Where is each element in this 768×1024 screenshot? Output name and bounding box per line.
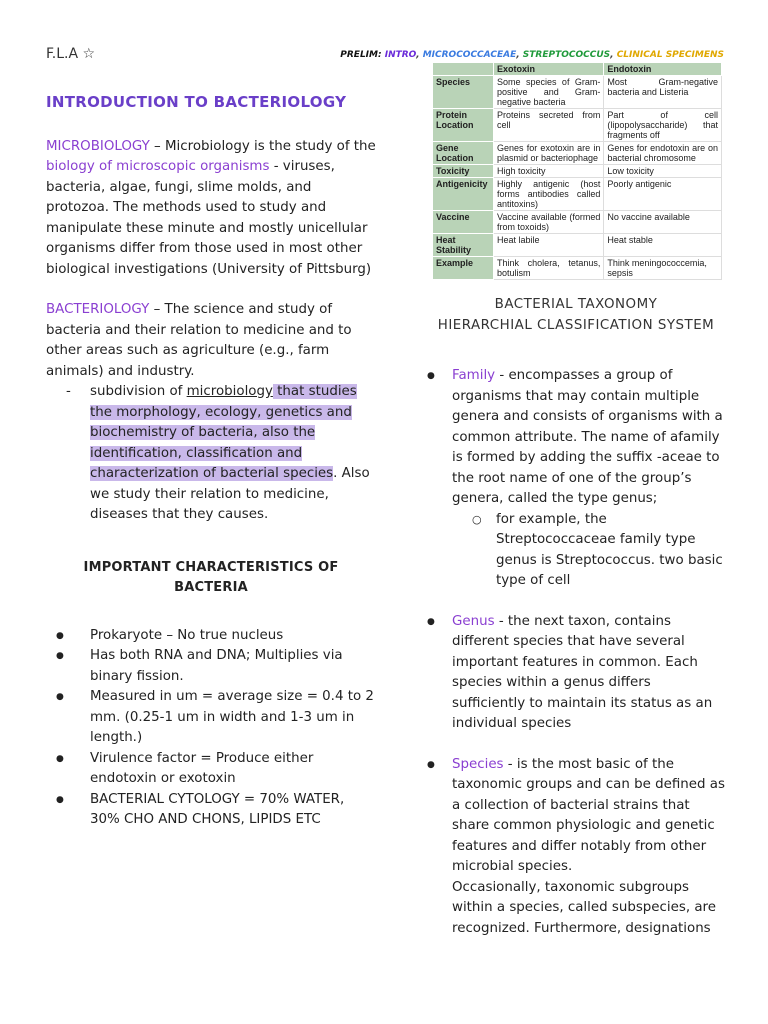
family-sublist	[452, 510, 728, 592]
table-row	[433, 165, 722, 178]
list-item: - subdivision of microbiology that studies the morphology, ecology, genetics and biochemistry of bacteria, also the identification, classification and characterization of bacterial species. Also we study their relation to medicine, diseases that they causes.	[66, 382, 376, 526]
bacteriology-paragraph: BACTERIOLOGY – The science and study of bacteria and their relation to medicine and to other areas such as agriculture (e.g., farm animals) and industry.	[46, 302, 352, 379]
list-item: ● Prokaryote – No true nucleus	[46, 626, 376, 647]
row-label: Example	[433, 257, 494, 280]
list-item: ● Measured in um = average size = 0.4 to 2 mm. (0.25-1 um in width and 1-3 um in length.)	[46, 687, 376, 749]
taxonomy-heading-line1: BACTERIAL TAXONOMY	[494, 297, 658, 312]
microbiology-term: MICROBIOLOGY	[46, 138, 150, 154]
row-label: Antigenicity	[433, 178, 494, 211]
table-row	[433, 109, 722, 142]
list-item: ○ for example, the Streptococcaceae family type genus is Streptococcus. two basic type of cell	[496, 510, 728, 592]
table-row	[433, 178, 722, 211]
table-header-row	[433, 63, 722, 76]
table-cell: Think meningococcemia, sepsis	[604, 257, 722, 280]
table-row	[433, 142, 722, 165]
highlighted-text: that studies the morphology, ecology, genetics and biochemistry of bacteria, also the identification, classification and characterization of bacterial species	[90, 384, 357, 481]
species-continuation: Occasionally, taxonomic subgroups within a species, called subspecies, are recognized. Furthermore, designations	[452, 879, 717, 936]
row-label: Species	[433, 76, 494, 109]
table-cell: High toxicity	[494, 165, 604, 178]
table-cell: Heat stable	[604, 234, 722, 257]
species-term: Species	[452, 756, 504, 772]
header-prelim: PRELIM:	[340, 50, 382, 60]
row-label: Heat Stability	[433, 234, 494, 257]
characteristics-heading: IMPORTANT CHARACTERISTICS OF BACTERIA	[83, 559, 339, 595]
table-cell: Most Gram-negative bacteria and Listeria	[604, 76, 722, 109]
list-item: ● Has both RNA and DNA; Multiplies via binary fission.	[46, 646, 376, 687]
list-item-species: ● Species - is the most basic of the taxonomic groups and can be defined as a collection of bacterial strains that share common physiologic and genetic features and differ notably from other microbial species. Occasionally, taxonomic subgroups within a species, called subspecies, are recognized. Furthermore, designations	[424, 755, 728, 940]
family-term: Family	[452, 368, 496, 383]
table-row	[433, 211, 722, 234]
table-cell: Highly antigenic (host forms antibodies called antitoxins)	[494, 178, 604, 211]
table-cell: Some species of Gram-positive and Gram-negative bacteria	[494, 76, 604, 109]
genus-term: Genus	[452, 613, 495, 629]
header-micrococcaceae: MICROCOCCACEAE	[422, 50, 517, 60]
table-cell: Low toxicity	[604, 165, 722, 178]
table-cell: Part of cell (lipopolysaccharide) that fragments off	[604, 109, 722, 142]
author-initials: F.L.A ☆	[46, 46, 96, 62]
list-item-genus: ● Genus - the next taxon, contains different species that have several important features in common. Each species within a genus differs sufficiently to maintain its status as an individual species	[424, 612, 728, 735]
toxin-comparison-table	[432, 62, 722, 280]
table-cell: Genes for endotoxin are on bacterial chromosome	[604, 142, 722, 165]
bacteriology-sublist	[46, 382, 376, 526]
row-label: Vaccine	[433, 211, 494, 234]
table-cell: Think cholera, tetanus, botulism	[494, 257, 604, 280]
table-row	[433, 257, 722, 280]
header-streptococcus: STREPTOCOCCUS	[522, 50, 611, 60]
column-header-endotoxin: Endotoxin	[604, 63, 722, 76]
right-column	[424, 62, 728, 959]
microbiology-underlined: microbiology	[186, 384, 273, 399]
microbiology-paragraph: MICROBIOLOGY – Microbiology is the study of the biology of microscopic organisms - viruses, bacteria, algae, fungi, slime molds, and protozoa. The methods used to study and manipulate these minute and mostly unicellular organisms differ from those used in most other biological investigations (University of Pittsburg)	[46, 138, 376, 277]
table-row	[433, 234, 722, 257]
row-label: Protein Location	[433, 109, 494, 142]
column-header-exotoxin: Exotoxin	[494, 63, 604, 76]
list-item-family: ● Family - encompasses a group of organisms that may contain multiple genera and consists of organisms with a common attribute. The name of afamily is formed by adding the suffix -aceae to the root name of one of the group’s genera, called the type genus; ○ for example, the Streptococcaceae family type genus is Streptococcus. two basic type of cell	[424, 366, 728, 592]
table-corner	[433, 63, 494, 76]
header-clinical-specimens: CLINICAL SPECIMENS	[616, 50, 724, 60]
microbiology-link[interactable]: biology of microscopic organisms	[46, 159, 270, 174]
header-intro: INTRO	[384, 50, 417, 60]
page-title: INTRODUCTION TO BACTERIOLOGY	[46, 93, 347, 111]
table-cell: Poorly antigenic	[604, 178, 722, 211]
bacteriology-term: BACTERIOLOGY	[46, 302, 150, 317]
taxonomy-list	[424, 366, 728, 939]
left-column	[46, 90, 376, 831]
list-item: ● BACTERIAL CYTOLOGY = 70% WATER, 30% CHO AND CHONS, LIPIDS ETC	[46, 790, 376, 831]
taxonomy-heading-line2: HIERARCHIAL CLASSIFICATION SYSTEM	[437, 318, 715, 333]
table-cell: Heat labile	[494, 234, 604, 257]
row-label: Gene Location	[433, 142, 494, 165]
table-cell: Genes for exotoxin are in plasmid or bacteriophage	[494, 142, 604, 165]
header-topics: PRELIM: INTRO, MICROCOCCACEAE, STREPTOCOCCUS, CLINICAL SPECIMENS	[340, 50, 724, 60]
list-item: ● Virulence factor = Produce either endotoxin or exotoxin	[46, 749, 376, 790]
table-row	[433, 76, 722, 109]
taxonomy-heading	[424, 294, 728, 336]
table-cell: Proteins secreted from cell	[494, 109, 604, 142]
characteristics-list	[46, 626, 376, 831]
row-label: Toxicity	[433, 165, 494, 178]
table-cell: Vaccine available (formed from toxoids)	[494, 211, 604, 234]
table-cell: No vaccine available	[604, 211, 722, 234]
